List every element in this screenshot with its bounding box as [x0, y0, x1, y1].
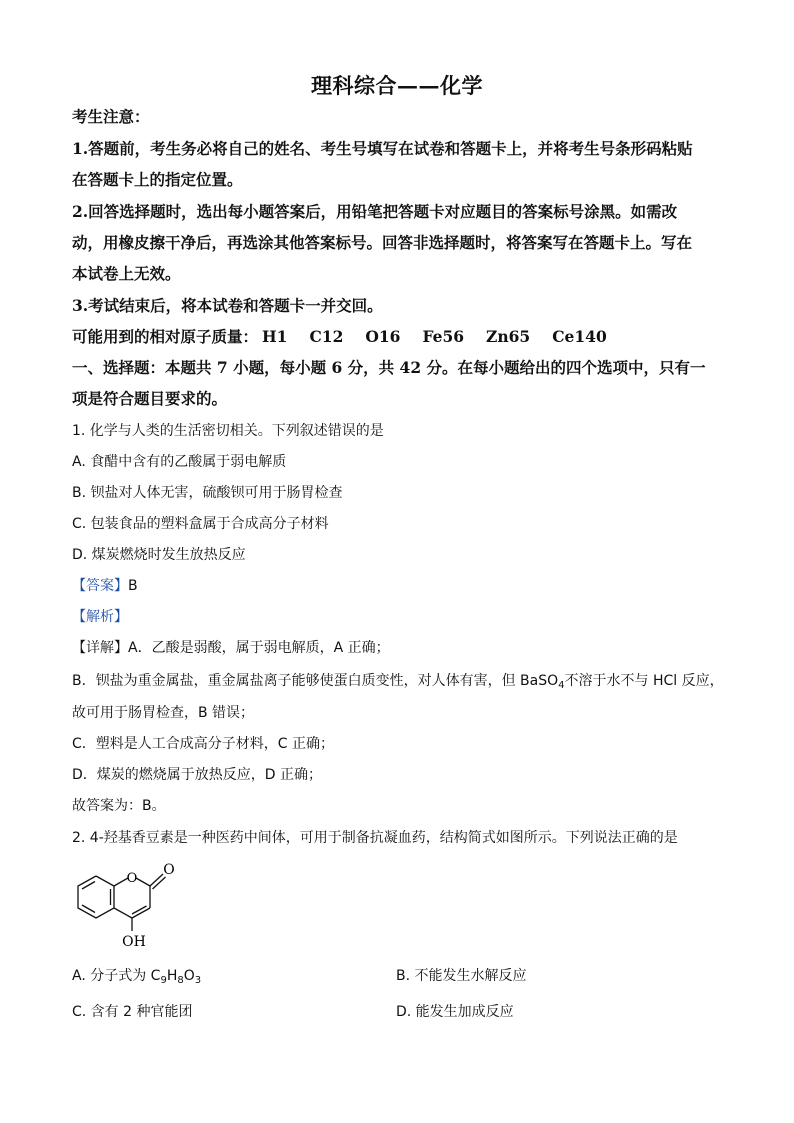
detail-b-text-2: 不溶于水不与 HCl 反应， [564, 673, 724, 689]
q2-option-b: B. 不能发生水解反应 [396, 968, 527, 984]
notice-item-1b: 在答题卡上的指定位置。 [72, 170, 243, 189]
atomic-mass-item: Zn65 [486, 327, 531, 346]
detail-tag: 【详解】 [72, 640, 128, 656]
detail-a-text: A．乙酸是弱酸，属于弱电解质，A 正确； [128, 640, 390, 656]
carbonyl-oxygen-label: O [163, 862, 175, 878]
section-1-heading-a: 一、选择题：本题共 7 小题，每小题 6 分，共 42 分。在每小题给出的四个选项中，只有一 [72, 358, 706, 377]
q2-stem: 2. 4-羟基香豆素是一种医药中间体，可用于制备抗凝血药，结构简式如图所示。下列说法正确的是 [72, 830, 678, 846]
q1-answer [72, 576, 732, 596]
atomic-mass-item: C12 [309, 327, 344, 346]
atomic-masses-label: 可能用到的相对原子质量： [72, 327, 259, 346]
q2-option-a-sub-3: 3 [194, 975, 202, 986]
atomic-mass-item: H1 [262, 327, 288, 346]
coumarin-structure-diagram [66, 852, 196, 948]
answer-tag: 【答案】 [72, 578, 128, 594]
hydroxyl-label: OH [122, 934, 146, 948]
atomic-masses [72, 327, 732, 347]
q1-option-d: D. 煤炭燃烧时发生放热反应 [72, 547, 246, 563]
q1-option-b: B. 钡盐对人体无害，硫酸钡可用于肠胃检查 [72, 485, 343, 501]
q1-detail-b-cont: 故可用于肠胃检查，B 错误； [72, 705, 255, 721]
q2-option-a-sub-2: 8 [177, 975, 184, 986]
ring-oxygen-label: O [126, 871, 138, 886]
atomic-mass-item: Fe56 [422, 327, 465, 346]
notice-item-1a: 1.答题前，考生务必将自己的姓名、考生号填写在试卷和答题卡上，并将考生号条形码粘贴 [72, 139, 693, 158]
answer-value: B [128, 578, 138, 594]
notice-item-2c: 本试卷上无效。 [72, 264, 181, 283]
notice-item-2a: 2.回答选择题时，选出每小题答案后，用铅笔把答题卡对应题目的答案标号涂黑。如需改 [72, 202, 678, 221]
atomic-mass-item: Ce140 [552, 327, 607, 346]
q1-conclusion: 故答案为：B。 [72, 798, 166, 814]
q1-option-a: A. 食醋中含有的乙酸属于弱电解质 [72, 454, 287, 470]
q2-option-d: D. 能发生加成反应 [396, 1004, 514, 1020]
q1-detail-b [72, 671, 732, 696]
notice-heading: 考生注意： [72, 107, 150, 126]
q2-option-c: C. 含有 2 种官能团 [72, 1004, 193, 1020]
detail-b-text-1: B．钡盐为重金属盐，重金属盐离子能够使蛋白质变性，对人体有害，但 BaSO [72, 673, 559, 689]
q1-stem: 1. 化学与人类的生活密切相关。下列叙述错误的是 [72, 423, 384, 439]
q1-detail-d: D．煤炭的燃烧属于放热反应，D 正确； [72, 767, 323, 783]
analysis-tag: 【解析】 [72, 609, 128, 625]
q1-option-c: C. 包装食品的塑料盒属于合成高分子材料 [72, 516, 329, 532]
atomic-mass-item: O16 [365, 327, 401, 346]
q2-option-a-text-3: O [183, 968, 195, 984]
q2-option-a-text-2: H [166, 968, 178, 984]
notice-item-3: 3.考试结束后，将本试卷和答题卡一并交回。 [72, 296, 383, 315]
notice-item-2b: 动，用橡皮擦干净后，再选涂其他答案标号。回答非选择题时，将答案写在答题卡上。写在 [72, 233, 693, 252]
q1-detail-c: C．塑料是人工合成高分子材料，C 正确； [72, 736, 334, 752]
q1-detail-a [72, 638, 732, 658]
page-title: 理科综合——化学 [311, 73, 483, 98]
q1-analysis-tag [72, 607, 732, 627]
q2-option-a [72, 966, 372, 991]
detail-b-subscript: 4 [558, 680, 565, 691]
section-1-heading-b: 项是符合题目要求的。 [72, 389, 228, 408]
structure-bonds [78, 874, 166, 931]
q2-option-a-text-1: A. 分子式为 C [72, 968, 161, 984]
q2-option-a-sub-1: 9 [160, 975, 167, 986]
